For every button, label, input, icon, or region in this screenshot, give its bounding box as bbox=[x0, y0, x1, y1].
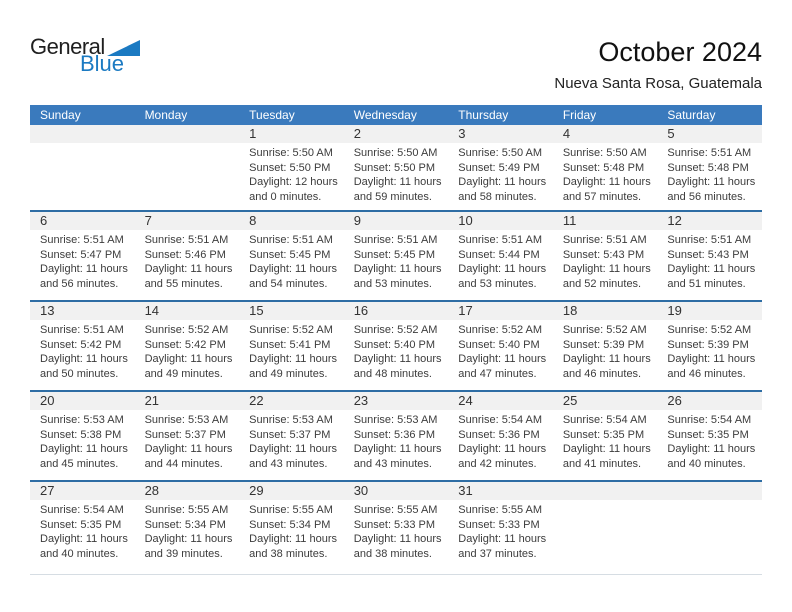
detail-line: and 52 minutes. bbox=[562, 277, 642, 290]
detail-line: Sunset: 5:50 PM bbox=[353, 161, 436, 174]
day-cell-empty bbox=[30, 125, 135, 210]
day-details bbox=[30, 410, 135, 471]
date-number: 2 bbox=[344, 125, 449, 143]
detail-line: Sunset: 5:42 PM bbox=[40, 338, 122, 351]
detail-line: Sunset: 5:37 PM bbox=[144, 428, 226, 441]
detail-line: Sunrise: 5:54 AM bbox=[562, 414, 647, 426]
detail-line: Sunset: 5:34 PM bbox=[144, 518, 226, 531]
detail-line: Daylight: 11 hours bbox=[667, 263, 756, 275]
day-details bbox=[135, 143, 240, 146]
day-cell-2 bbox=[344, 125, 449, 210]
detail-line: Sunset: 5:45 PM bbox=[249, 248, 331, 261]
detail-line: Sunset: 5:34 PM bbox=[249, 518, 331, 531]
detail-line: Sunset: 5:33 PM bbox=[353, 518, 436, 531]
detail-line: Sunrise: 5:51 AM bbox=[40, 324, 124, 336]
day-details bbox=[448, 410, 553, 471]
detail-line: and 56 minutes. bbox=[667, 190, 746, 203]
day-cell-3 bbox=[448, 125, 553, 210]
day-details bbox=[553, 500, 658, 503]
date-number: 25 bbox=[553, 392, 658, 410]
detail-line: and 42 minutes. bbox=[458, 457, 537, 470]
date-number: 14 bbox=[135, 302, 240, 320]
detail-line: Sunset: 5:38 PM bbox=[40, 428, 122, 441]
detail-line: Daylight: 11 hours bbox=[458, 443, 547, 455]
day-details bbox=[448, 143, 553, 204]
day-details bbox=[239, 410, 344, 471]
detail-line: Daylight: 11 hours bbox=[144, 263, 233, 275]
detail-line: Daylight: 11 hours bbox=[40, 533, 128, 545]
day-cell-23 bbox=[344, 392, 449, 480]
week-row-2 bbox=[30, 210, 762, 300]
day-details bbox=[344, 500, 449, 561]
day-details bbox=[344, 230, 449, 291]
detail-line: Daylight: 11 hours bbox=[40, 353, 128, 365]
detail-line: and 46 minutes. bbox=[562, 367, 642, 380]
detail-line: and 48 minutes. bbox=[353, 367, 432, 380]
detail-line: Daylight: 11 hours bbox=[458, 353, 547, 365]
detail-line: Daylight: 11 hours bbox=[353, 263, 442, 275]
date-number: 17 bbox=[448, 302, 553, 320]
detail-line: and 38 minutes. bbox=[353, 547, 432, 560]
day-details bbox=[448, 320, 553, 381]
day-details bbox=[239, 230, 344, 291]
date-number: 13 bbox=[30, 302, 135, 320]
detail-line: Sunrise: 5:51 AM bbox=[144, 234, 229, 246]
detail-line: Sunset: 5:39 PM bbox=[667, 338, 749, 351]
day-cell-27 bbox=[30, 482, 135, 574]
day-header-monday: Monday bbox=[144, 108, 188, 122]
day-details bbox=[553, 320, 658, 381]
detail-line: Sunrise: 5:51 AM bbox=[249, 234, 333, 246]
day-details bbox=[30, 320, 135, 381]
day-details bbox=[553, 230, 658, 291]
day-cell-5 bbox=[657, 125, 762, 210]
detail-line: Sunset: 5:40 PM bbox=[353, 338, 436, 351]
detail-line: and 53 minutes. bbox=[458, 277, 537, 290]
day-cell-31 bbox=[448, 482, 553, 574]
detail-line: Daylight: 11 hours bbox=[144, 353, 233, 365]
detail-line: Sunrise: 5:53 AM bbox=[40, 414, 124, 426]
day-details bbox=[657, 230, 762, 291]
detail-line: Sunrise: 5:51 AM bbox=[667, 147, 752, 159]
date-number: 27 bbox=[30, 482, 135, 500]
detail-line: Daylight: 11 hours bbox=[667, 176, 756, 188]
day-header-sunday: Sunday bbox=[40, 108, 81, 122]
day-cell-16 bbox=[344, 302, 449, 390]
detail-line: Sunset: 5:43 PM bbox=[667, 248, 749, 261]
date-number bbox=[135, 125, 240, 143]
day-cell-14 bbox=[135, 302, 240, 390]
calendar-weeks bbox=[30, 125, 762, 575]
day-cell-25 bbox=[553, 392, 658, 480]
calendar-table bbox=[30, 105, 762, 575]
detail-line: Sunset: 5:48 PM bbox=[562, 161, 645, 174]
week-row-1 bbox=[30, 125, 762, 210]
day-header-thursday: Thursday bbox=[458, 108, 509, 122]
detail-line: Sunset: 5:35 PM bbox=[40, 518, 122, 531]
detail-line: Daylight: 11 hours bbox=[353, 353, 442, 365]
detail-line: Sunset: 5:35 PM bbox=[667, 428, 749, 441]
day-details bbox=[239, 500, 344, 561]
detail-line: Daylight: 11 hours bbox=[562, 263, 651, 275]
day-cell-11 bbox=[553, 212, 658, 300]
page-title: October 2024 bbox=[598, 37, 762, 67]
day-cell-24 bbox=[448, 392, 553, 480]
day-details bbox=[344, 410, 449, 471]
date-number: 20 bbox=[30, 392, 135, 410]
day-cell-10 bbox=[448, 212, 553, 300]
day-cell-20 bbox=[30, 392, 135, 480]
day-details bbox=[239, 143, 344, 204]
day-cell-21 bbox=[135, 392, 240, 480]
date-number: 11 bbox=[553, 212, 658, 230]
day-cell-empty bbox=[135, 125, 240, 210]
day-cell-1 bbox=[239, 125, 344, 210]
date-number bbox=[657, 482, 762, 500]
detail-line: Sunrise: 5:52 AM bbox=[353, 324, 438, 336]
detail-line: Sunrise: 5:51 AM bbox=[667, 234, 752, 246]
detail-line: Daylight: 11 hours bbox=[458, 176, 547, 188]
date-number: 6 bbox=[30, 212, 135, 230]
detail-line: and 58 minutes. bbox=[458, 190, 537, 203]
day-cell-8 bbox=[239, 212, 344, 300]
detail-line: Sunset: 5:47 PM bbox=[40, 248, 122, 261]
detail-line: Daylight: 11 hours bbox=[667, 443, 756, 455]
date-number: 31 bbox=[448, 482, 553, 500]
date-number: 24 bbox=[448, 392, 553, 410]
detail-line: Daylight: 11 hours bbox=[562, 353, 651, 365]
detail-line: Sunset: 5:46 PM bbox=[144, 248, 226, 261]
day-cell-12 bbox=[657, 212, 762, 300]
day-details bbox=[30, 500, 135, 561]
detail-line: Sunrise: 5:52 AM bbox=[249, 324, 333, 336]
detail-line: and 57 minutes. bbox=[562, 190, 642, 203]
detail-line: and 0 minutes. bbox=[249, 190, 322, 203]
detail-line: Sunrise: 5:51 AM bbox=[562, 234, 647, 246]
detail-line: Sunrise: 5:54 AM bbox=[458, 414, 543, 426]
detail-line: Sunrise: 5:55 AM bbox=[249, 504, 333, 516]
detail-line: Daylight: 11 hours bbox=[562, 176, 651, 188]
day-cell-15 bbox=[239, 302, 344, 390]
day-details bbox=[135, 320, 240, 381]
detail-line: Daylight: 11 hours bbox=[458, 533, 547, 545]
detail-line: Sunrise: 5:55 AM bbox=[353, 504, 438, 516]
week-row-5 bbox=[30, 480, 762, 575]
detail-line: and 59 minutes. bbox=[353, 190, 432, 203]
date-number bbox=[30, 125, 135, 143]
date-number: 22 bbox=[239, 392, 344, 410]
detail-line: Daylight: 12 hours bbox=[249, 176, 338, 188]
date-number: 10 bbox=[448, 212, 553, 230]
detail-line: Sunrise: 5:50 AM bbox=[353, 147, 438, 159]
detail-line: and 38 minutes. bbox=[249, 547, 328, 560]
day-cell-empty bbox=[657, 482, 762, 574]
detail-line: Daylight: 11 hours bbox=[562, 443, 651, 455]
logo-text-general: General bbox=[30, 34, 105, 59]
date-number: 19 bbox=[657, 302, 762, 320]
detail-line: Daylight: 11 hours bbox=[458, 263, 547, 275]
detail-line: Sunrise: 5:50 AM bbox=[458, 147, 543, 159]
date-number: 1 bbox=[239, 125, 344, 143]
day-details bbox=[553, 143, 658, 204]
detail-line: Sunset: 5:43 PM bbox=[562, 248, 645, 261]
day-details bbox=[657, 410, 762, 471]
detail-line: Sunrise: 5:54 AM bbox=[40, 504, 124, 516]
detail-line: Sunrise: 5:53 AM bbox=[144, 414, 229, 426]
detail-line: Sunrise: 5:55 AM bbox=[144, 504, 229, 516]
date-number: 4 bbox=[553, 125, 658, 143]
title-block bbox=[554, 38, 762, 92]
detail-line: and 43 minutes. bbox=[353, 457, 432, 470]
detail-line: and 37 minutes. bbox=[458, 547, 537, 560]
date-number: 16 bbox=[344, 302, 449, 320]
day-cell-28 bbox=[135, 482, 240, 574]
detail-line: Daylight: 11 hours bbox=[249, 533, 337, 545]
detail-line: Sunset: 5:45 PM bbox=[353, 248, 436, 261]
detail-line: Sunrise: 5:54 AM bbox=[667, 414, 752, 426]
day-cell-9 bbox=[344, 212, 449, 300]
date-number: 18 bbox=[553, 302, 658, 320]
date-number: 26 bbox=[657, 392, 762, 410]
detail-line: Daylight: 11 hours bbox=[353, 176, 442, 188]
detail-line: Daylight: 11 hours bbox=[249, 353, 337, 365]
day-cell-13 bbox=[30, 302, 135, 390]
detail-line: Sunset: 5:41 PM bbox=[249, 338, 331, 351]
detail-line: and 55 minutes. bbox=[144, 277, 223, 290]
detail-line: and 40 minutes. bbox=[667, 457, 746, 470]
day-header-friday: Friday bbox=[562, 108, 597, 122]
day-cell-17 bbox=[448, 302, 553, 390]
detail-line: and 46 minutes. bbox=[667, 367, 746, 380]
detail-line: Sunrise: 5:50 AM bbox=[249, 147, 333, 159]
day-details bbox=[657, 500, 762, 503]
day-cell-empty bbox=[553, 482, 658, 574]
detail-line: Daylight: 11 hours bbox=[144, 443, 233, 455]
day-cell-26 bbox=[657, 392, 762, 480]
detail-line: Sunset: 5:36 PM bbox=[353, 428, 436, 441]
day-details bbox=[448, 230, 553, 291]
detail-line: Sunrise: 5:51 AM bbox=[353, 234, 438, 246]
day-details bbox=[30, 230, 135, 291]
day-cell-18 bbox=[553, 302, 658, 390]
day-details bbox=[135, 230, 240, 291]
detail-line: Sunset: 5:36 PM bbox=[458, 428, 540, 441]
detail-line: and 49 minutes. bbox=[249, 367, 328, 380]
detail-line: Sunset: 5:42 PM bbox=[144, 338, 226, 351]
day-details bbox=[135, 410, 240, 471]
date-number: 21 bbox=[135, 392, 240, 410]
day-cell-6 bbox=[30, 212, 135, 300]
logo-text-blue: Blue bbox=[80, 51, 125, 76]
day-cell-29 bbox=[239, 482, 344, 574]
detail-line: Sunset: 5:39 PM bbox=[562, 338, 645, 351]
detail-line: and 56 minutes. bbox=[40, 277, 119, 290]
detail-line: Sunrise: 5:52 AM bbox=[458, 324, 543, 336]
detail-line: Sunrise: 5:53 AM bbox=[353, 414, 438, 426]
day-details bbox=[553, 410, 658, 471]
date-number: 29 bbox=[239, 482, 344, 500]
detail-line: Sunset: 5:33 PM bbox=[458, 518, 540, 531]
day-of-week-header-row bbox=[30, 105, 762, 125]
day-details bbox=[344, 320, 449, 381]
day-details bbox=[448, 500, 553, 561]
detail-line: Sunset: 5:37 PM bbox=[249, 428, 331, 441]
detail-line: and 51 minutes. bbox=[667, 277, 746, 290]
detail-line: Sunset: 5:40 PM bbox=[458, 338, 540, 351]
detail-line: Sunrise: 5:52 AM bbox=[144, 324, 229, 336]
day-details bbox=[657, 320, 762, 381]
general-blue-logo bbox=[30, 36, 170, 74]
day-cell-7 bbox=[135, 212, 240, 300]
detail-line: Daylight: 11 hours bbox=[144, 533, 233, 545]
detail-line: Daylight: 11 hours bbox=[667, 353, 756, 365]
detail-line: Daylight: 11 hours bbox=[40, 443, 128, 455]
date-number: 3 bbox=[448, 125, 553, 143]
date-number: 12 bbox=[657, 212, 762, 230]
week-row-3 bbox=[30, 300, 762, 390]
detail-line: and 53 minutes. bbox=[353, 277, 432, 290]
detail-line: Sunset: 5:35 PM bbox=[562, 428, 645, 441]
detail-line: and 45 minutes. bbox=[40, 457, 119, 470]
day-cell-4 bbox=[553, 125, 658, 210]
detail-line: Daylight: 11 hours bbox=[249, 443, 337, 455]
date-number: 8 bbox=[239, 212, 344, 230]
detail-line: and 54 minutes. bbox=[249, 277, 328, 290]
detail-line: and 50 minutes. bbox=[40, 367, 119, 380]
detail-line: Sunrise: 5:50 AM bbox=[562, 147, 647, 159]
detail-line: Daylight: 11 hours bbox=[40, 263, 128, 275]
day-cell-30 bbox=[344, 482, 449, 574]
date-number bbox=[553, 482, 658, 500]
detail-line: and 41 minutes. bbox=[562, 457, 642, 470]
day-details bbox=[344, 143, 449, 204]
day-header-tuesday: Tuesday bbox=[249, 108, 295, 122]
detail-line: Sunrise: 5:55 AM bbox=[458, 504, 543, 516]
detail-line: Sunrise: 5:52 AM bbox=[562, 324, 647, 336]
date-number: 23 bbox=[344, 392, 449, 410]
detail-line: and 47 minutes. bbox=[458, 367, 537, 380]
day-details bbox=[30, 143, 135, 146]
detail-line: Sunset: 5:49 PM bbox=[458, 161, 540, 174]
detail-line: Sunset: 5:44 PM bbox=[458, 248, 540, 261]
detail-line: Daylight: 11 hours bbox=[353, 443, 442, 455]
detail-line: Sunrise: 5:51 AM bbox=[458, 234, 543, 246]
detail-line: Daylight: 11 hours bbox=[249, 263, 337, 275]
detail-line: and 43 minutes. bbox=[249, 457, 328, 470]
day-details bbox=[657, 143, 762, 204]
page-subtitle: Nueva Santa Rosa, Guatemala bbox=[554, 75, 762, 92]
day-details bbox=[135, 500, 240, 561]
date-number: 15 bbox=[239, 302, 344, 320]
detail-line: Sunrise: 5:51 AM bbox=[40, 234, 124, 246]
day-header-wednesday: Wednesday bbox=[353, 108, 417, 122]
week-row-4 bbox=[30, 390, 762, 480]
detail-line: Sunset: 5:50 PM bbox=[249, 161, 331, 174]
date-number: 28 bbox=[135, 482, 240, 500]
detail-line: and 49 minutes. bbox=[144, 367, 223, 380]
day-cell-19 bbox=[657, 302, 762, 390]
date-number: 9 bbox=[344, 212, 449, 230]
detail-line: Daylight: 11 hours bbox=[353, 533, 442, 545]
day-cell-22 bbox=[239, 392, 344, 480]
date-number: 5 bbox=[657, 125, 762, 143]
detail-line: and 39 minutes. bbox=[144, 547, 223, 560]
day-header-saturday: Saturday bbox=[667, 108, 716, 122]
detail-line: Sunrise: 5:53 AM bbox=[249, 414, 333, 426]
detail-line: and 40 minutes. bbox=[40, 547, 119, 560]
day-details bbox=[239, 320, 344, 381]
detail-line: Sunset: 5:48 PM bbox=[667, 161, 749, 174]
date-number: 7 bbox=[135, 212, 240, 230]
detail-line: Sunrise: 5:52 AM bbox=[667, 324, 752, 336]
detail-line: and 44 minutes. bbox=[144, 457, 223, 470]
date-number: 30 bbox=[344, 482, 449, 500]
